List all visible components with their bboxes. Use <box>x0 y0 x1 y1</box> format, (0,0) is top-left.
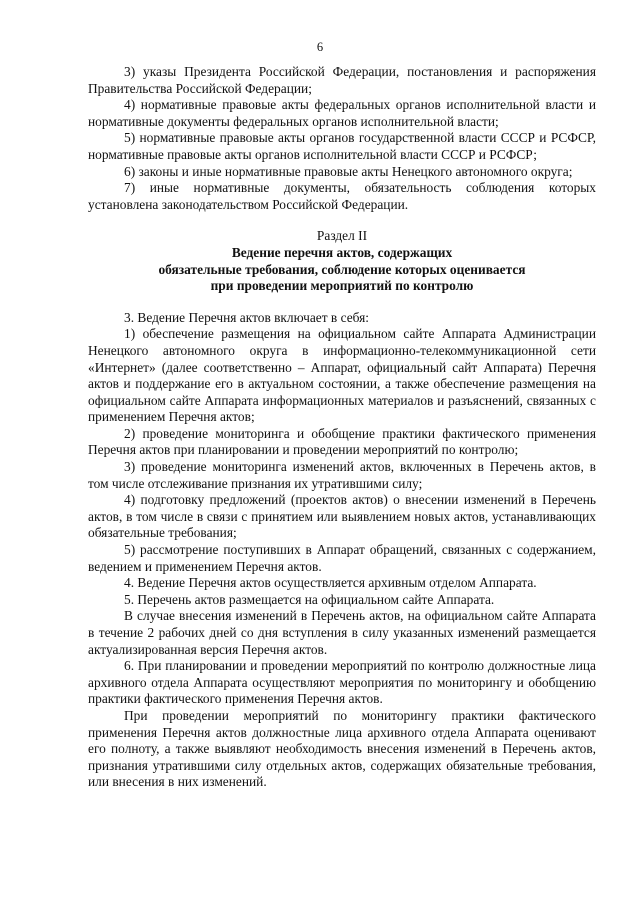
section-title-line: обязательные требования, соблюдение которых оценивается <box>158 261 526 277</box>
section-title-line: Ведение перечня актов, содержащих <box>231 244 453 260</box>
paragraph-3: 3. Ведение Перечня актов включает в себя: <box>124 309 370 325</box>
list-item-4: 4) нормативные правовые акты федеральных органов исполнительной власти и нормативные документы федеральных органов исполнительной власти; <box>88 97 596 129</box>
document-body <box>88 64 596 791</box>
section-label: Раздел II <box>316 228 368 244</box>
paragraph-3-3: 3) проведение мониторинга изменений актов, включенных в Перечень актов, в том числе отслеживание признания их утратившими силу; <box>88 459 596 491</box>
list-item-3: 3) указы Президента Российской Федерации, постановления и распоряжения Правительства Российской Федерации; <box>88 64 596 96</box>
paragraph-6: 6. При планировании и проведении мероприятий по контролю должностные лица архивного отдела Аппарата осуществляют мероприятия по мониторингу и обобщению практики фактического применения Перечня актов. <box>88 658 596 707</box>
section-title <box>88 245 596 295</box>
page-number: 6 <box>316 40 324 54</box>
paragraph-6-monitoring: При проведении мероприятий по мониторингу практики фактического применения Перечня актов должностные лица архивного отдела Аппарата оценивают его полноту, а также выявляют необходимость внесения изменений в Перечень актов, признания утратившими силу отдельных актов, содержащих обязательные требования, или внесения в них изменений. <box>88 707 596 790</box>
list-item-7: 7) иные нормативные документы, обязательность соблюдения которых установлена законодательством Российской Федерации. <box>88 180 596 212</box>
list-item-5: 5) нормативные правовые акты органов государственной власти СССР и РСФСР, нормативные правовые акты органов исполнительной власти СССР и РСФСР; <box>88 130 596 162</box>
paragraph-3-4: 4) подготовку предложений (проектов актов) о внесении изменений в Перечень актов, в том числе в связи с принятием или выявлением новых актов, устанавливающих обязательные требования; <box>88 492 596 541</box>
paragraph-3-1: 1) обеспечение размещения на официальном сайте Аппарата Администрации Ненецкого автономного округа в информационно-телекоммуникационной сети «Интернет» (далее соответственно – Аппарат, официальный сайт Аппарата) Перечня актов и поддержание его в актуальном состоянии, а также обеспечение размещения на официальном сайте Аппарата информационных материалов и разъяснений, связанных с применением Перечня актов; <box>88 326 596 425</box>
paragraph-3-5: 5) рассмотрение поступивших в Аппарат обращений, связанных с содержанием, ведением и применением Перечня актов. <box>88 542 596 574</box>
paragraph-4: 4. Ведение Перечня актов осуществляется архивным отделом Аппарата. <box>124 575 537 591</box>
section-heading <box>88 228 596 294</box>
list-item-6: 6) законы и иные нормативные правовые акты Ненецкого автономного округа; <box>124 163 573 179</box>
section-title-line: при проведении мероприятий по контролю <box>210 278 474 294</box>
paragraph-5-changes: В случае внесения изменений в Перечень актов, на официальном сайте Аппарата в течение 2 рабочих дней со дня вступления в силу указанных изменений размещается актуализированная версия Перечня актов. <box>88 608 596 657</box>
paragraph-5: 5. Перечень актов размещается на официальном сайте Аппарата. <box>124 591 495 607</box>
paragraph-3-2: 2) проведение мониторинга и обобщение практики фактического применения Перечня актов при планировании и проведении мероприятий по контролю; <box>88 425 596 458</box>
